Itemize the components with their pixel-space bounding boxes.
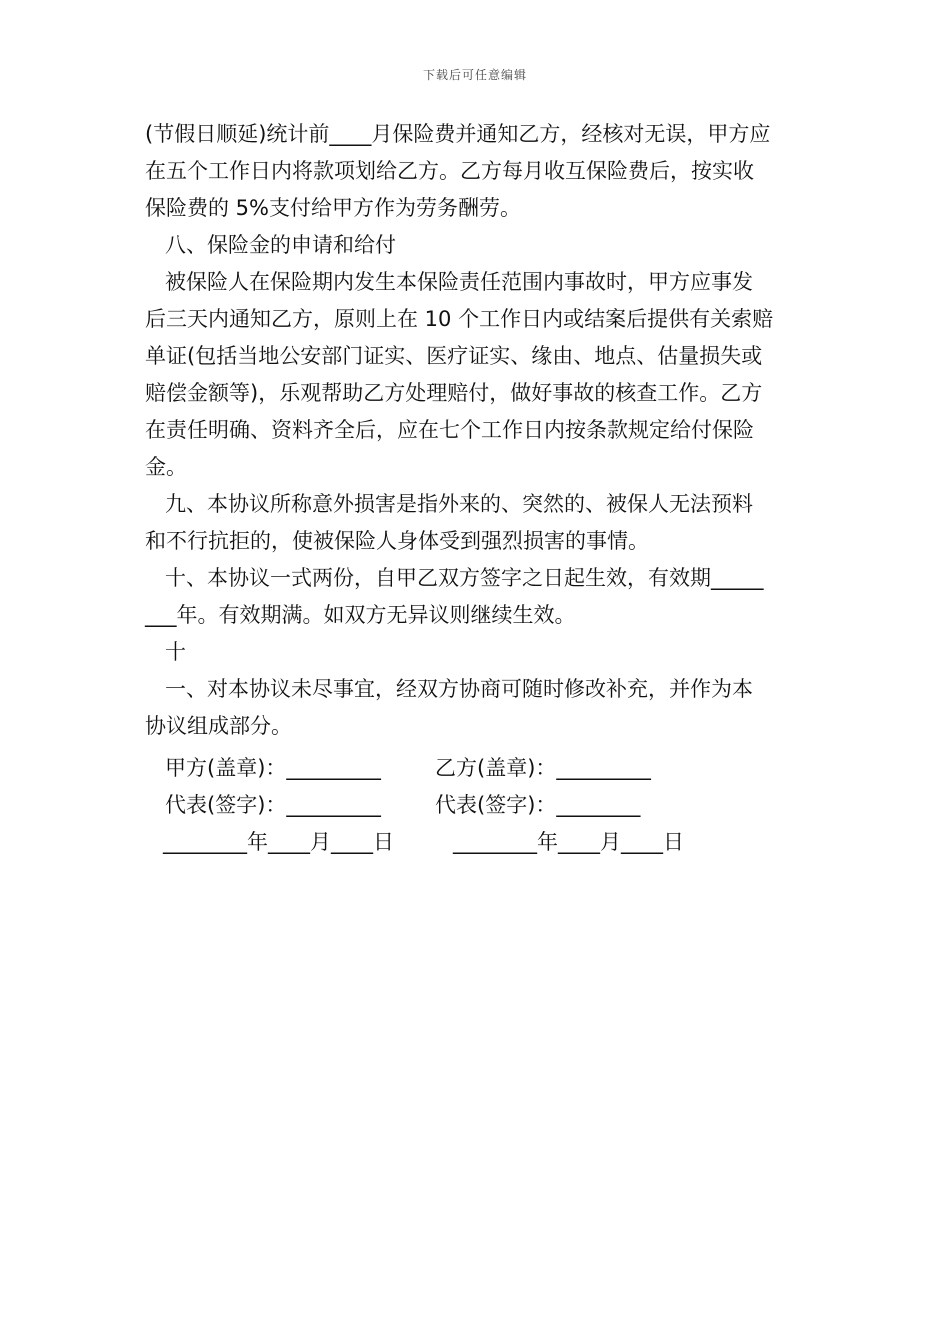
paragraph-line: 赔偿金额等)，乐观帮助乙方处理赔付，做好事故的核查工作。乙方	[145, 381, 763, 405]
paragraph-line: (节假日顺延)统计前____月保险费并通知乙方，经核对无误，甲方应	[145, 122, 771, 146]
party-a-representative: 代表(签字)：_________	[165, 793, 381, 817]
paragraph-line: 后三天内通知乙方，原则上在 10 个工作日内或结案后提供有关索赔	[145, 307, 774, 331]
party-a-date: ________年____月____日	[163, 830, 394, 854]
section-8-heading: 八、保险金的申请和给付	[165, 233, 396, 257]
paragraph-line: 协议组成部分。	[145, 714, 292, 738]
paragraph-line: 单证(包括当地公安部门证实、医疗证实、缘由、地点、估量损失或	[145, 344, 763, 368]
section-11-line: 一、对本协议未尽事宜，经双方协商可随时修改补充，并作为本	[165, 677, 753, 701]
paragraph-line: 在责任明确、资料齐全后，应在七个工作日内按条款规定给付保险	[145, 418, 754, 442]
paragraph-line: 在五个工作日内将款项划给乙方。乙方每月收互保险费后，按实收	[145, 159, 754, 183]
party-a-seal: 甲方(盖章)：_________	[165, 756, 381, 780]
section-10-line: 十、本协议一式两份，自甲乙双方签字之日起生效，有效期_____	[165, 566, 764, 590]
section-11-line: 十	[165, 640, 186, 664]
party-b-representative: 代表(签字)：________	[435, 793, 641, 817]
paragraph-line: 保险费的 5%支付给甲方作为劳务酬劳。	[145, 196, 521, 220]
paragraph-line: 被保险人在保险期内发生本保险责任范围内事故时，甲方应事发	[165, 270, 753, 294]
paragraph-line: 金。	[145, 455, 187, 479]
paragraph-line: ___年。有效期满。如双方无异议则继续生效。	[145, 603, 576, 627]
section-9-line: 九、本协议所称意外损害是指外来的、突然的、被保人无法预料	[165, 492, 753, 516]
party-b-seal: 乙方(盖章)：_________	[435, 756, 651, 780]
paragraph-line: 和不行抗拒的，使被保险人身体受到强烈损害的事情。	[145, 529, 649, 553]
page-header: 下载后可任意编辑	[422, 68, 527, 82]
document-body	[145, 116, 810, 745]
party-b-date: ________年____月____日	[453, 830, 684, 854]
